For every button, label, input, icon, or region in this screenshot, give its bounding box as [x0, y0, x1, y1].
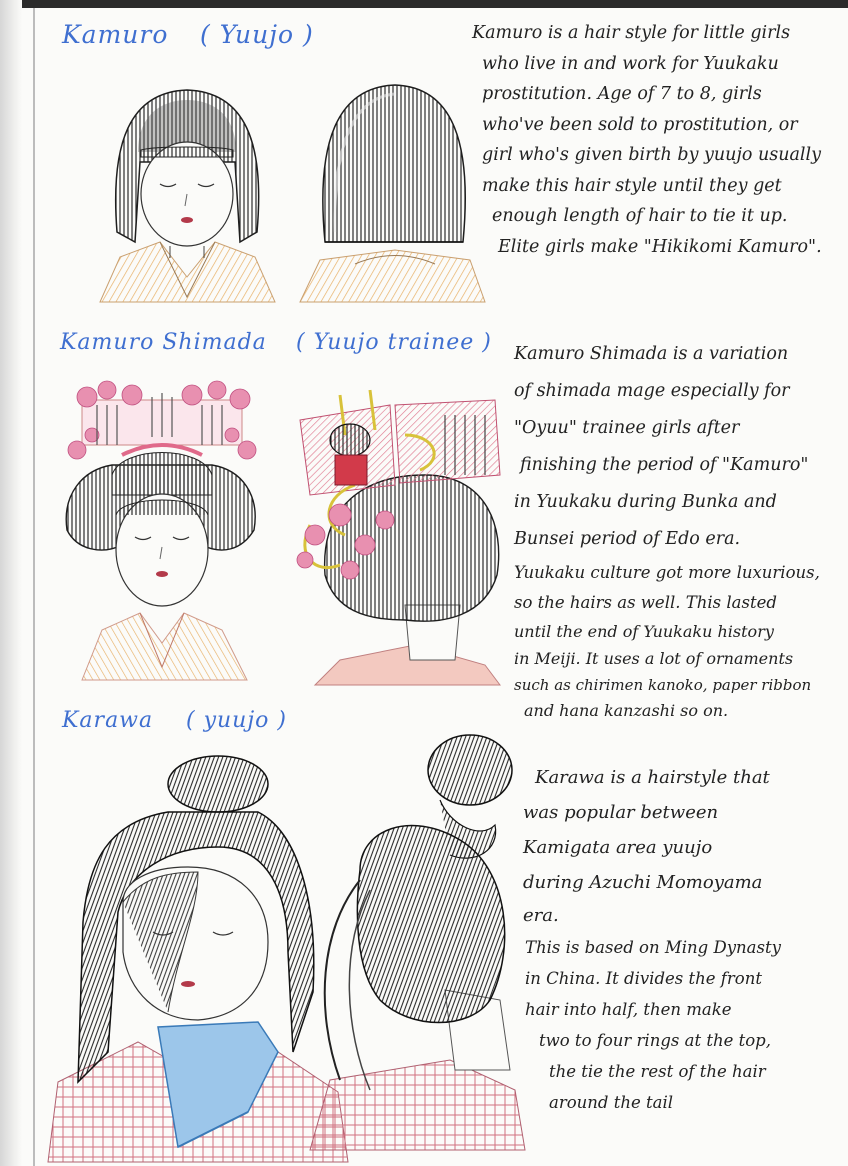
- section-subtitle-kamuro: ( Yuujo ): [200, 20, 314, 49]
- karawa-description: [523, 760, 781, 1118]
- page-margin-rule: [33, 8, 35, 1166]
- kamuro-shimada-line: in Meiji. It uses a lot of ornaments: [514, 649, 794, 668]
- kamuro-shimada-line: Bunsei period of Edo era.: [514, 529, 741, 549]
- karawa-line: Kamigata area yuujo: [523, 837, 713, 858]
- page-binding-edge: [0, 0, 22, 1166]
- section-title-kamuro: Kamuro: [62, 20, 169, 49]
- kamuro-line: who live in and work for Yuukaku: [482, 53, 779, 74]
- kamuro-shimada-back-sketch: [285, 375, 507, 685]
- kamuro-line: make this hair style until they get: [482, 175, 782, 196]
- karawa-line: two to four rings at the top,: [539, 1031, 771, 1050]
- karawa-line: the tie the rest of the hair: [549, 1062, 766, 1081]
- karawa-line: era.: [523, 905, 559, 926]
- karawa-line: Karawa is a hairstyle that: [535, 767, 770, 788]
- section-subtitle-karawa: ( yuujo ): [186, 708, 287, 733]
- kamuro-shimada-description: [514, 336, 820, 724]
- kamuro-back-sketch: [295, 82, 490, 302]
- scan-top-border: [0, 0, 848, 8]
- kamuro-shimada-line: in Yuukaku during Bunka and: [514, 492, 777, 512]
- kamuro-line: Elite girls make "Hikikomi Kamuro".: [498, 236, 822, 257]
- karawa-back-sketch: [300, 730, 525, 1150]
- kamuro-line: enough length of hair to tie it up.: [492, 206, 788, 226]
- kamuro-line: girl who's given birth by yuujo usually: [482, 145, 822, 165]
- kamuro-front-sketch: [90, 82, 285, 302]
- kamuro-line: who've been sold to prostitution, or: [482, 114, 798, 135]
- karawa-line: in China. It divides the front: [525, 969, 762, 988]
- kamuro-description: [472, 18, 822, 262]
- karawa-line: This is based on Ming Dynasty: [525, 938, 781, 957]
- kamuro-shimada-line: so the hairs as well. This lasted: [514, 593, 777, 612]
- kamuro-shimada-line: finishing the period of "Kamuro": [520, 455, 809, 475]
- kamuro-line: Kamuro is a hair style for little girls: [472, 23, 791, 43]
- karawa-line: was popular between: [523, 802, 719, 823]
- kamuro-shimada-line: and hana kanzashi so on.: [524, 701, 729, 720]
- section-subtitle-kamuro-shimada: ( Yuujo trainee ): [296, 330, 492, 355]
- karawa-line: during Azuchi Momoyama: [523, 872, 763, 893]
- kamuro-shimada-line: "Oyuu" trainee girls after: [514, 418, 740, 438]
- kamuro-shimada-line: such as chirimen kanoko, paper ribbon: [514, 676, 812, 694]
- kamuro-shimada-line: Kamuro Shimada is a variation: [514, 344, 789, 364]
- kamuro-shimada-line: Yuukaku culture got more luxurious,: [514, 563, 820, 582]
- kamuro-shimada-line: of shimada mage especially for: [514, 381, 790, 401]
- kamuro-shimada-front-sketch: [62, 375, 262, 680]
- kamuro-shimada-line: until the end of Yuukaku history: [514, 622, 774, 641]
- karawa-line: around the tail: [549, 1093, 674, 1112]
- karawa-line: hair into half, then make: [525, 1000, 732, 1019]
- section-title-karawa: Karawa: [62, 708, 154, 733]
- section-title-kamuro-shimada: Kamuro Shimada: [60, 330, 267, 355]
- kamuro-line: prostitution. Age of 7 to 8, girls: [482, 84, 762, 104]
